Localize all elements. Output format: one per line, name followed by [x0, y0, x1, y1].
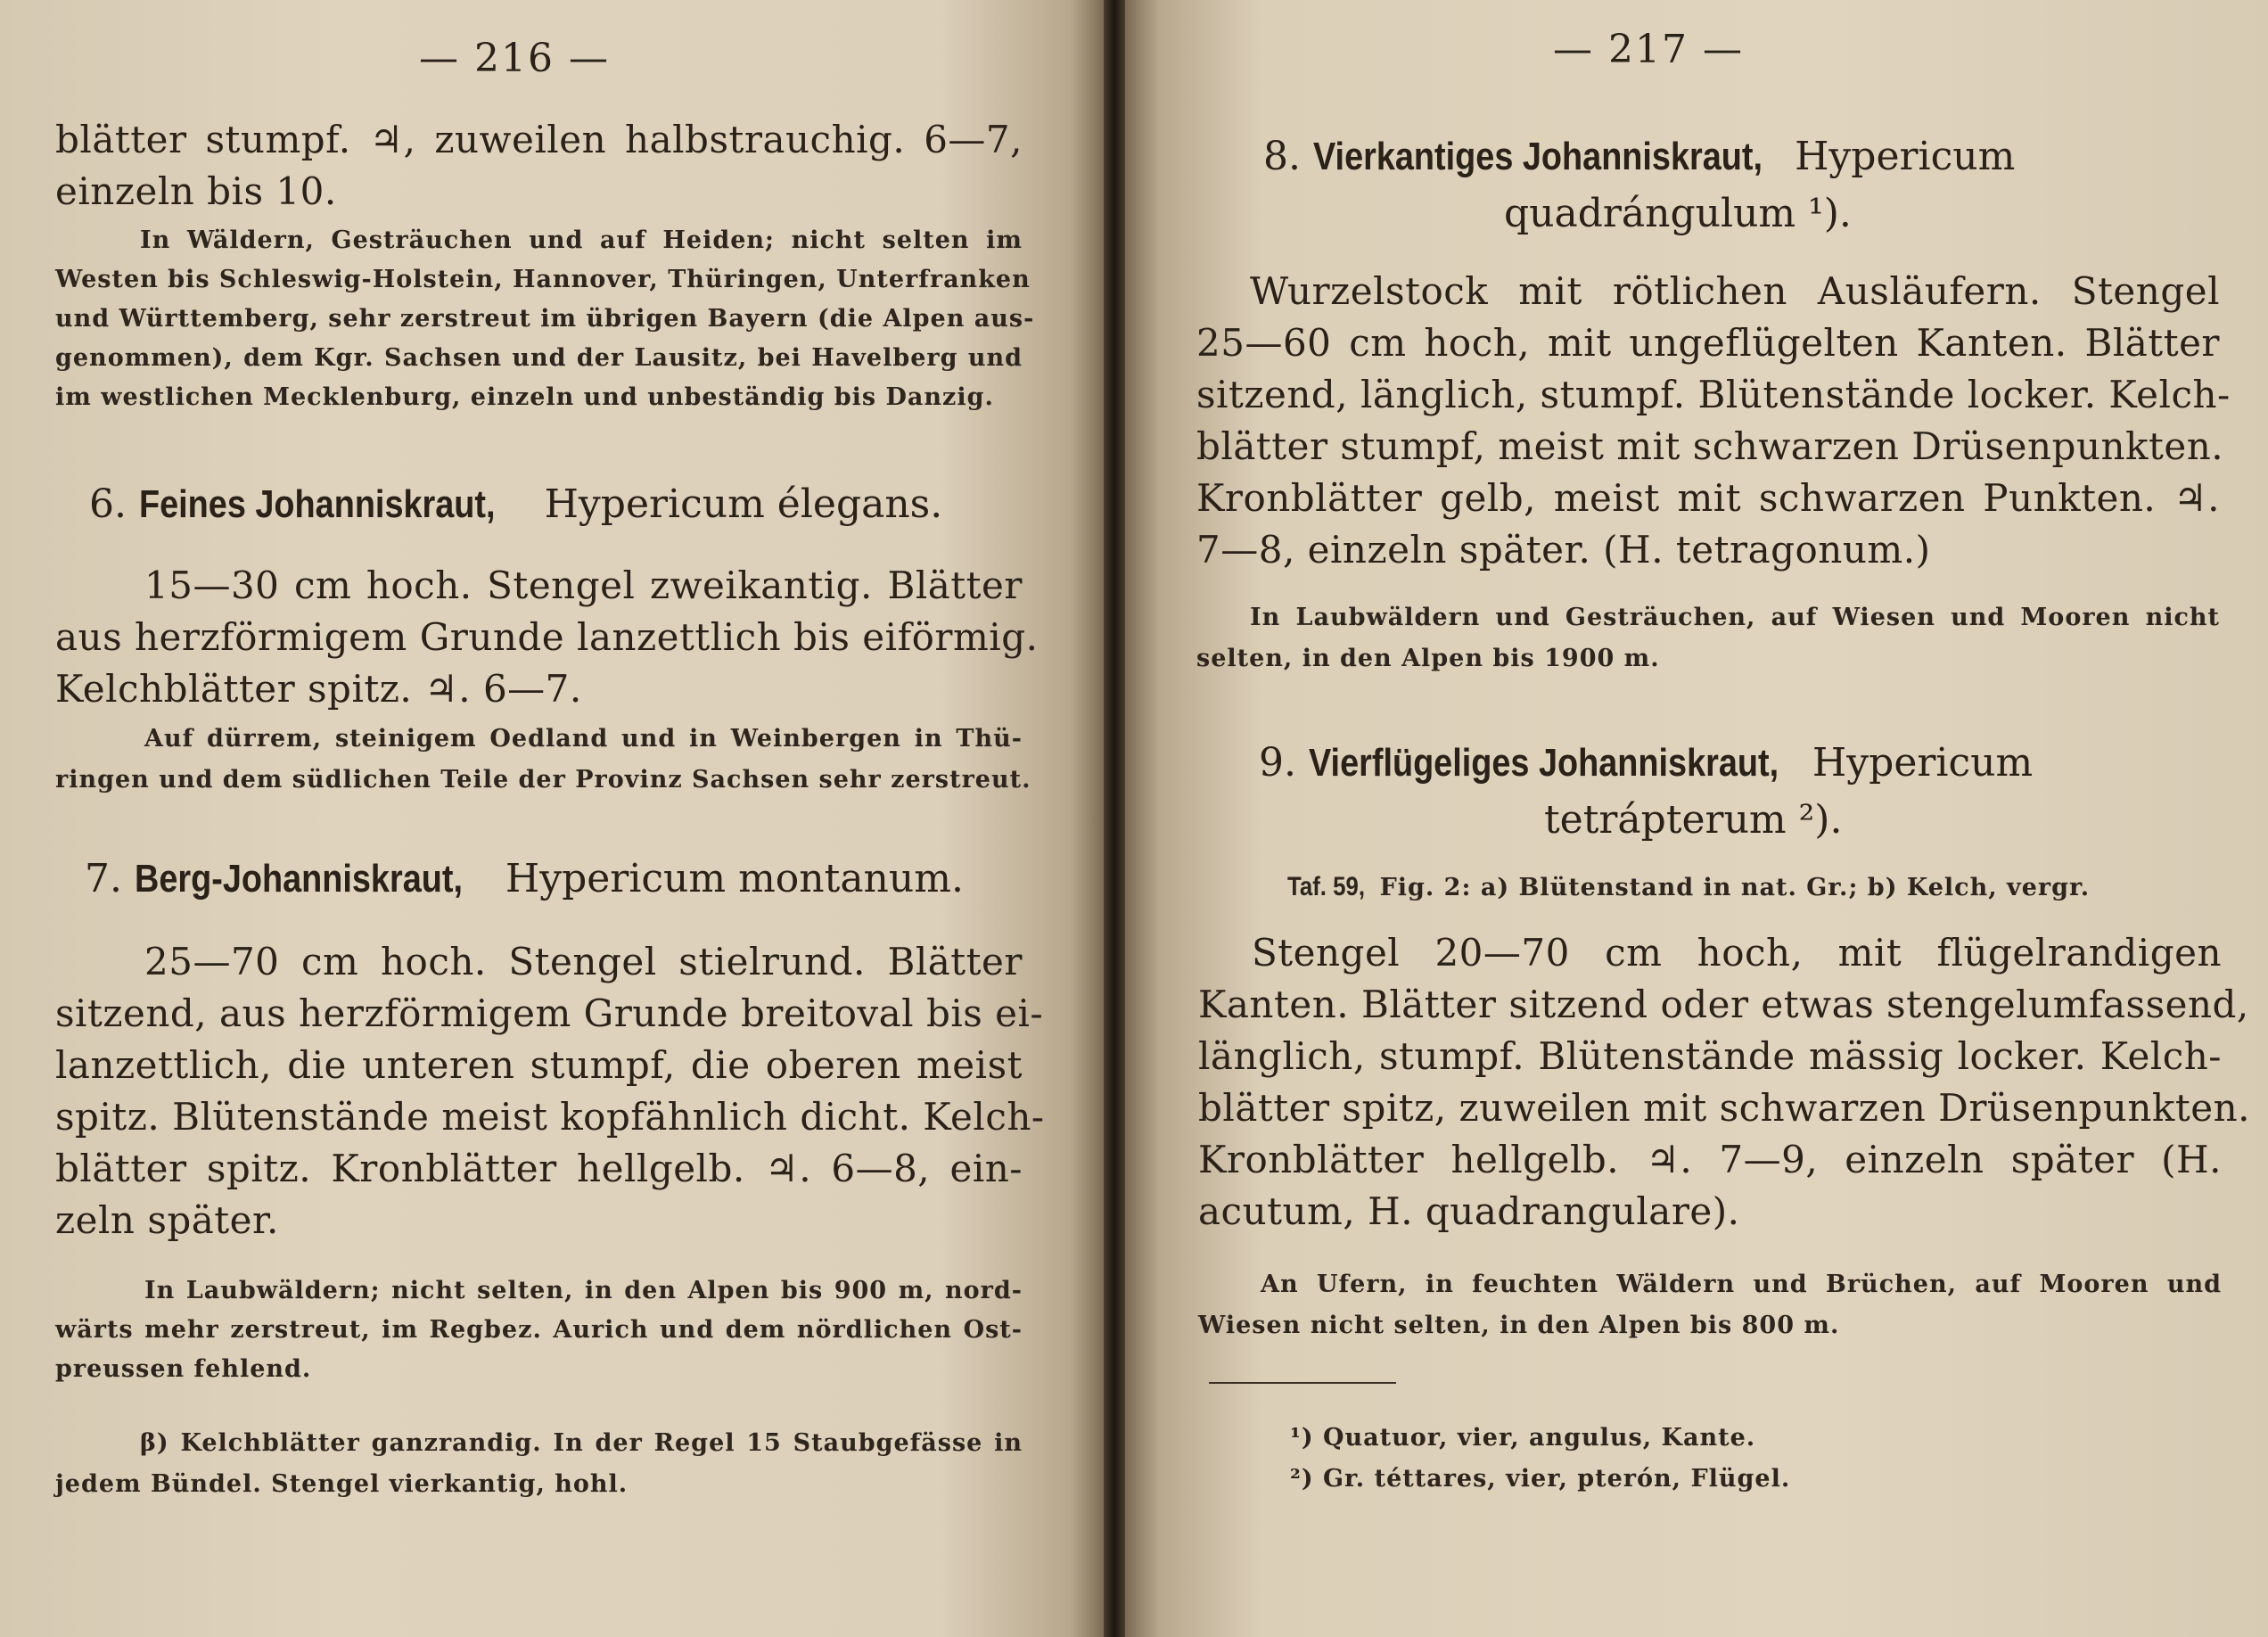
text-line: blätter spitz, zuweilen mit schwarzen Drüsenpunkten.: [1198, 1086, 2250, 1130]
species-number: 6.: [89, 481, 127, 527]
left-page: [0, 0, 1104, 1637]
text-line: 15—30 cm hoch. Stengel zweikantig. Blätter: [144, 563, 1023, 607]
page-number-right: — 217 —: [1553, 27, 1744, 72]
text-line: zeln später.: [55, 1198, 279, 1242]
footnote-rule: [1209, 1382, 1396, 1384]
text-line: Wurzelstock mit rötlichen Ausläufern. Stengel: [1250, 269, 2220, 313]
species-description-8: [1196, 266, 2231, 576]
species-description-6: [55, 560, 1039, 715]
page-number-left: — 216 —: [419, 36, 610, 81]
species-heading-7: [85, 856, 964, 901]
text-line: An Ufern, in feuchten Wäldern und Brüchen, auf Mooren und: [1261, 1271, 2222, 1298]
species-latin: Hypericum: [1795, 134, 2016, 179]
plate-caption: Fig. 2: a) Blütenstand in nat. Gr.; b) Kelch, vergr.: [1379, 874, 2091, 901]
text-line: Stengel 20—70 cm hoch, mit flügelrandigen: [1252, 931, 2222, 975]
plate-reference: [1287, 872, 2222, 902]
text-line: genommen), dem Kgr. Sachsen und der Lausitz, bei Havelberg und: [55, 344, 1023, 372]
text-line: einzeln bis 10.: [55, 169, 337, 213]
footnotes: [1290, 1418, 1790, 1500]
text-line: Kronblätter gelb, meist mit schwarzen Punkten. ♃.: [1196, 476, 2220, 520]
footnote: ¹) Quatuor, vier, angulus, Kante.: [1290, 1424, 1756, 1452]
text-line: sitzend, aus herzförmigem Grunde breitoval bis ei-: [55, 991, 1044, 1035]
text-line: blätter stumpf. ♃, zuweilen halbstrauchig. 6—7,: [55, 118, 1023, 161]
text-line: Auf dürrem, steinigem Oedland und in Weinbergen in Thü-: [144, 725, 1023, 753]
text-line: selten, in den Alpen bis 1900 m.: [1196, 645, 1660, 672]
habitat-note-7: [55, 1271, 1023, 1389]
text-line: blätter stumpf, meist mit schwarzen Drüsenpunkten.: [1196, 424, 2224, 468]
species-description-9: [1198, 927, 2250, 1238]
text-line: im westlichen Mecklenburg, einzeln und unbeständig bis Danzig.: [55, 383, 994, 411]
species-number: 8.: [1263, 134, 1301, 179]
text-line: spitz. Blütenstände meist kopfähnlich dicht. Kelch-: [55, 1095, 1045, 1139]
text-line: Kronblätter hellgelb. ♃. 7—9, einzeln später (H.: [1198, 1138, 2222, 1181]
text-line: jedem Bündel. Stengel vierkantig, hohl.: [55, 1470, 629, 1498]
habitat-note-9: [1198, 1264, 2222, 1346]
text-line: blätter spitz. Kronblätter hellgelb. ♃. 6—8, ein-: [55, 1147, 1023, 1190]
text-line: Kanten. Blätter sitzend oder etwas stengelumfassend,: [1198, 983, 2249, 1026]
beta-note: [55, 1423, 1023, 1505]
text-line: und Württemberg, sehr zerstreut im übrigen Bayern (die Alpen aus-: [55, 305, 1035, 333]
text-line: 25—60 cm hoch, mit ungeflügelten Kanten. Blätter: [1196, 321, 2220, 365]
text-line: lanzettlich, die unteren stumpf, die oberen meist: [55, 1043, 1023, 1087]
species-latin-line2: tetrápterum ²).: [1544, 797, 1843, 843]
species-name: Vierflügeliges Johanniskraut,: [1308, 741, 1779, 785]
text-line: In Laubwäldern; nicht selten, in den Alpen bis 900 m, nord-: [144, 1277, 1023, 1304]
continuation-text: [55, 114, 1023, 218]
text-line: acutum, H. quadrangulare).: [1198, 1189, 1740, 1233]
text-line: preussen fehlend.: [55, 1355, 312, 1383]
species-name: Feines Johanniskraut,: [138, 482, 496, 526]
text-line: Westen bis Schleswig-Holstein, Hannover, Thüringen, Unterfranken: [55, 266, 1031, 293]
species-latin: Hypericum: [1812, 740, 2034, 786]
text-line: sitzend, länglich, stumpf. Blütenstände locker. Kelch-: [1196, 373, 2231, 416]
species-number: 9.: [1259, 740, 1296, 786]
species-description-7: [55, 936, 1045, 1246]
species-number: 7.: [85, 856, 122, 901]
species-name: Berg-Johanniskraut,: [134, 857, 463, 901]
text-line: 25—70 cm hoch. Stengel stielrund. Blätter: [144, 940, 1023, 983]
text-line: aus herzförmigem Grunde lanzettlich bis eiförmig.: [55, 615, 1039, 659]
text-line: Kelchblätter spitz. ♃. 6—7.: [55, 667, 582, 711]
species-latin: Hypericum élegans.: [544, 481, 943, 527]
species-heading-8: [1263, 134, 2015, 179]
text-line: In Laubwäldern und Gesträuchen, auf Wiesen und Mooren nicht: [1250, 604, 2220, 631]
text-line: wärts mehr zerstreut, im Regbez. Aurich und dem nördlichen Ost-: [55, 1316, 1023, 1344]
text-line: 7—8, einzeln später. (H. tetragonum.): [1196, 528, 1931, 572]
text-line: In Wäldern, Gesträuchen und auf Heiden; nicht selten im: [140, 226, 1023, 254]
species-heading-6: [89, 481, 942, 527]
right-page: [1125, 0, 2268, 1637]
species-latin: Hypericum montanum.: [505, 856, 964, 901]
species-latin-line2: quadrángulum ¹).: [1504, 191, 1852, 236]
habitat-note-6: [55, 719, 1031, 801]
species-heading-9: [1259, 740, 2033, 786]
footnote: ²) Gr. téttares, vier, pterón, Flügel.: [1290, 1465, 1791, 1493]
species-name: Vierkantiges Johanniskraut,: [1312, 135, 1763, 178]
text-line: Wiesen nicht selten, in den Alpen bis 800 m.: [1198, 1312, 1840, 1339]
habitat-note-8: [1196, 597, 2220, 679]
text-line: länglich, stumpf. Blütenstände mässig locker. Kelch-: [1198, 1034, 2222, 1078]
text-line: ringen und dem südlichen Teile der Provinz Sachsen sehr zerstreut.: [55, 766, 1031, 794]
text-line: β) Kelchblätter ganzrandig. In der Regel 15 Staubgefässe in: [140, 1429, 1023, 1457]
plate-label: Taf. 59,: [1287, 872, 1365, 901]
book-gutter: [1104, 0, 1125, 1637]
habitat-note-5: [55, 221, 1035, 417]
